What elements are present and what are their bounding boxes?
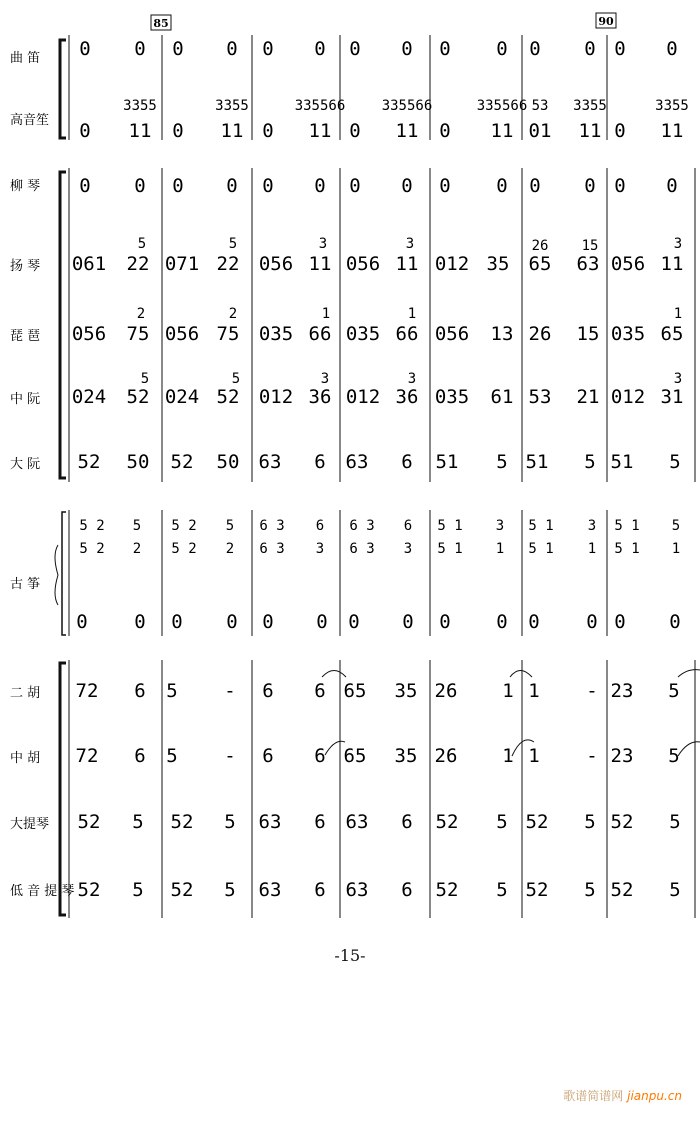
beat-cell: 0: [439, 38, 451, 60]
row-qudi: [79, 38, 677, 60]
upper-note: 1: [673, 306, 683, 322]
beat-cell: 52: [525, 879, 549, 901]
beat-cell: 6: [134, 680, 146, 702]
beat-cell: 11: [308, 253, 332, 275]
beat-cell: 50: [126, 451, 150, 473]
beat-cell: 75: [216, 323, 240, 345]
beat-cell: 035: [610, 323, 646, 345]
beat-cell: 1: [528, 680, 540, 702]
bracket-guzheng: [62, 512, 66, 635]
beat-cell: 0: [401, 175, 413, 197]
beat-cell: 15: [576, 323, 600, 345]
beat-cell: 50: [216, 451, 240, 473]
tie-arc: [325, 741, 345, 755]
beat-cell: 0: [262, 38, 274, 60]
beat-cell: 11: [308, 120, 332, 142]
beat-cell: 5: [224, 811, 236, 833]
beat-cell: 056: [434, 323, 470, 345]
upper-note: 2: [136, 306, 146, 322]
beat-cell: 63: [345, 451, 369, 473]
beat-cell: 5: [668, 680, 680, 702]
beat-cell: 5: [224, 879, 236, 901]
beat-cell: 0: [134, 38, 146, 60]
beat-cell: 11: [395, 253, 419, 275]
instrument-name: 琵 琶: [10, 329, 41, 344]
chord-stack: 3355: [655, 98, 689, 114]
beat-cell: 35: [394, 680, 418, 702]
beat-cell: 52: [170, 879, 194, 901]
beat-cell: 035: [345, 323, 381, 345]
beat-cell: 63: [258, 811, 282, 833]
beat-cell: 36: [308, 386, 332, 408]
beat-cell: 11: [578, 120, 602, 142]
instrument-name: 高音笙: [10, 113, 50, 128]
beat-cell: 11: [660, 253, 684, 275]
beat-cell: 0: [586, 611, 598, 633]
instrument-name: 中 胡: [10, 751, 41, 766]
tie-arc: [322, 671, 346, 678]
beat-cell: 11: [395, 120, 419, 142]
beat-cell: 6: [314, 745, 326, 767]
instrument-name: 大提琴: [10, 817, 50, 832]
beat-cell: 51: [435, 451, 459, 473]
beat-cell: 52: [435, 879, 459, 901]
beat-cell: 0: [349, 38, 361, 60]
beat-cell: 65: [343, 745, 367, 767]
beat-cell: 26: [528, 323, 552, 345]
row-datiqin: [78, 811, 681, 833]
page-number: -15-: [334, 946, 366, 965]
instrument-name: 低 音 提 琴: [10, 884, 75, 899]
chord-stack: 3355: [215, 98, 249, 114]
beat-cell: 52: [216, 386, 240, 408]
beat-cell: 5: [132, 879, 144, 901]
beat-cell: 6: [314, 879, 326, 901]
instrument-name: 大 阮: [10, 457, 41, 472]
upper-note: 3: [673, 236, 683, 252]
beat-cell: 5: [584, 811, 596, 833]
row-liuqin: [79, 175, 677, 197]
beat-cell: 0: [79, 175, 91, 197]
beat-cell: 5: [584, 451, 596, 473]
beat-cell: 0: [439, 611, 451, 633]
beat-cell: 0: [401, 38, 413, 60]
beat-cell: 52: [77, 451, 101, 473]
tie-arc: [510, 671, 532, 678]
measure-marker-label: 85: [153, 17, 169, 30]
beat-cell: 65: [528, 253, 552, 275]
beat-cell: 26: [434, 680, 458, 702]
beat-cell: 0: [172, 120, 184, 142]
upper-note: 3: [405, 236, 415, 252]
upper-note: 1: [587, 541, 597, 557]
beat-cell: 5: [584, 879, 596, 901]
beat-cell: 1: [528, 745, 540, 767]
row-gaoyinsheng-chords: [123, 98, 689, 114]
beat-cell: 53: [528, 386, 552, 408]
row-guzheng: [76, 518, 680, 633]
row-yangqin: [72, 236, 684, 275]
beat-cell: 5: [668, 745, 680, 767]
beat-cell: 012: [258, 386, 294, 408]
beat-cell: 52: [126, 386, 150, 408]
beat-cell: 6: [314, 680, 326, 702]
beat-cell: 5: [132, 811, 144, 833]
upper-note: 5 1: [528, 541, 554, 557]
beat-cell: 056: [345, 253, 381, 275]
beat-cell: 5: [496, 451, 508, 473]
row-zhongruan: [72, 371, 684, 408]
upper-note: 6: [403, 518, 413, 534]
beat-cell: 63: [258, 879, 282, 901]
beat-cell: 22: [216, 253, 240, 275]
beat-cell: 11: [128, 120, 152, 142]
group-brackets: [55, 40, 66, 915]
beat-cell: 0: [262, 611, 274, 633]
beat-cell: 61: [490, 386, 514, 408]
beat-cell: 0: [316, 611, 328, 633]
beat-cell: 52: [77, 811, 101, 833]
beat-cell: 0: [584, 175, 596, 197]
chord-stack: 3355: [573, 98, 607, 114]
beat-cell: 72: [75, 745, 99, 767]
beat-cell: 13: [490, 323, 514, 345]
upper-note: 6 3: [259, 518, 285, 534]
measure-marker-label: 90: [598, 15, 614, 28]
beat-cell: 66: [308, 323, 332, 345]
beat-cell: 52: [77, 879, 101, 901]
beat-cell: 6: [134, 745, 146, 767]
beat-cell: 0: [439, 120, 451, 142]
upper-note: 5: [228, 236, 238, 252]
instrument-name: 曲 笛: [10, 51, 41, 66]
beat-cell: 6: [262, 745, 274, 767]
instrument-name: 二 胡: [10, 686, 41, 701]
beat-cell: 0: [314, 175, 326, 197]
watermark-site-name: 歌谱简谱网: [563, 1089, 624, 1103]
beat-cell: 0: [402, 611, 414, 633]
upper-note: 6: [315, 518, 325, 534]
beat-cell: 0: [666, 175, 678, 197]
beat-cell: 035: [434, 386, 470, 408]
beat-cell: 0: [614, 38, 626, 60]
beat-cell: 0: [262, 175, 274, 197]
beat-cell: 0: [496, 38, 508, 60]
beat-cell: 36: [395, 386, 419, 408]
beat-cell: 0: [134, 175, 146, 197]
beat-cell: 65: [343, 680, 367, 702]
bracket-plucked: [60, 172, 66, 478]
bracket-bowed: [60, 663, 66, 915]
beat-cell: 52: [170, 811, 194, 833]
beat-cell: 52: [525, 811, 549, 833]
beat-cell: 0: [614, 120, 626, 142]
row-diyintiqin: [78, 879, 681, 901]
beat-cell: 6: [401, 811, 413, 833]
upper-note: 2: [132, 541, 142, 557]
upper-note: 5 1: [614, 541, 640, 557]
upper-note: 15: [581, 238, 599, 254]
upper-note: 5: [140, 371, 150, 387]
beat-cell: 11: [490, 120, 514, 142]
watermark-domain: jianpu.cn: [627, 1089, 682, 1103]
beat-cell: 0: [669, 611, 681, 633]
chord-stack: 3355: [123, 98, 157, 114]
beat-cell: 0: [79, 120, 91, 142]
beat-cell: 52: [170, 451, 194, 473]
upper-note: 3: [407, 371, 417, 387]
beat-cell: 0: [226, 38, 238, 60]
beat-cell: 1: [502, 680, 514, 702]
row-gaoyinsheng: [79, 120, 683, 142]
beat-cell: 52: [435, 811, 459, 833]
brace-guzheng: [55, 545, 58, 605]
beat-cell: 23: [610, 745, 634, 767]
beat-cell: -: [586, 745, 598, 767]
beat-cell: 024: [164, 386, 200, 408]
upper-note: 5 1: [437, 518, 463, 534]
upper-note: 5 1: [437, 541, 463, 557]
beat-cell: 0: [349, 120, 361, 142]
beat-cell: 01: [528, 120, 552, 142]
beat-cell: 056: [258, 253, 294, 275]
beat-cell: 11: [220, 120, 244, 142]
bracket-winds: [60, 40, 66, 138]
beat-cell: 26: [434, 745, 458, 767]
beat-cell: 5: [166, 680, 178, 702]
beat-cell: 5: [669, 811, 681, 833]
beat-cell: 22: [126, 253, 150, 275]
beat-cell: 0: [349, 175, 361, 197]
beat-cell: 0: [226, 175, 238, 197]
row-zhonghu: [76, 740, 700, 767]
row-pipa: [72, 306, 684, 345]
upper-note: 3: [315, 541, 325, 557]
upper-note: 1: [407, 306, 417, 322]
beat-cell: 0: [439, 175, 451, 197]
beat-cell: 51: [610, 451, 634, 473]
beat-cell: 52: [610, 811, 634, 833]
beat-cell: 5: [669, 879, 681, 901]
upper-note: 5 2: [79, 541, 105, 557]
beat-cell: -: [224, 745, 236, 767]
upper-note: 6 3: [259, 541, 285, 557]
instrument-names: [10, 51, 74, 899]
beat-cell: 0: [584, 38, 596, 60]
beat-cell: 0: [666, 38, 678, 60]
upper-note: 26: [531, 238, 549, 254]
instrument-name: 扬 琴: [10, 259, 41, 274]
beat-cell: 0: [348, 611, 360, 633]
beat-cell: 5: [496, 811, 508, 833]
beat-cell: 63: [345, 879, 369, 901]
beat-cell: 0: [134, 611, 146, 633]
beat-cell: 6: [401, 879, 413, 901]
beat-cell: 65: [660, 323, 684, 345]
upper-note: 5 1: [614, 518, 640, 534]
instrument-name: 柳 琴: [10, 179, 41, 194]
beat-cell: -: [224, 680, 236, 702]
beat-cell: -: [586, 680, 598, 702]
beat-cell: 0: [529, 175, 541, 197]
beat-cell: 5: [669, 451, 681, 473]
beat-cell: 0: [171, 611, 183, 633]
upper-note: 5 2: [171, 518, 197, 534]
beat-cell: 012: [434, 253, 470, 275]
chord-stack: 335566: [381, 98, 433, 114]
beat-cell: 0: [496, 175, 508, 197]
upper-note: 5: [231, 371, 241, 387]
upper-note: 3: [673, 371, 683, 387]
beat-cell: 23: [610, 680, 634, 702]
beat-cell: 63: [345, 811, 369, 833]
upper-note: 3: [403, 541, 413, 557]
beat-cell: 63: [258, 451, 282, 473]
chord-stack: 53: [531, 98, 549, 114]
beat-cell: 0: [172, 175, 184, 197]
beat-cell: 1: [502, 745, 514, 767]
beat-cell: 6: [401, 451, 413, 473]
upper-note: 1: [495, 541, 505, 557]
beat-cell: 0: [614, 611, 626, 633]
upper-note: 3: [587, 518, 597, 534]
beat-cell: 012: [345, 386, 381, 408]
beat-cell: 056: [610, 253, 646, 275]
beat-cell: 0: [529, 38, 541, 60]
beat-cell: 75: [126, 323, 150, 345]
beat-cell: 0: [614, 175, 626, 197]
instrument-name: 古 筝: [10, 577, 41, 592]
beat-cell: 0: [226, 611, 238, 633]
beat-cell: 012: [610, 386, 646, 408]
beat-cell: 11: [660, 120, 684, 142]
upper-note: 2: [228, 306, 238, 322]
beat-cell: 0: [172, 38, 184, 60]
upper-note: 1: [671, 541, 681, 557]
bar-lines: [69, 35, 695, 918]
beat-cell: 0: [262, 120, 274, 142]
beat-cell: 056: [71, 323, 107, 345]
upper-note: 5 2: [79, 518, 105, 534]
beat-cell: 21: [576, 386, 600, 408]
upper-note: 5: [137, 236, 147, 252]
upper-note: 3: [320, 371, 330, 387]
beat-cell: 024: [71, 386, 107, 408]
watermark: [563, 1087, 682, 1104]
upper-note: 5: [671, 518, 681, 534]
upper-note: 6 3: [349, 541, 375, 557]
beat-cell: 6: [314, 811, 326, 833]
beat-cell: 0: [528, 611, 540, 633]
beat-cell: 66: [395, 323, 419, 345]
upper-note: 3: [318, 236, 328, 252]
upper-note: 2: [225, 541, 235, 557]
beat-cell: 31: [660, 386, 684, 408]
beat-cell: 0: [79, 38, 91, 60]
upper-note: 6 3: [349, 518, 375, 534]
row-daruan: [78, 451, 681, 473]
upper-note: 5: [225, 518, 235, 534]
beat-cell: 6: [314, 451, 326, 473]
beat-cell: 071: [164, 253, 200, 275]
beat-cell: 061: [71, 253, 107, 275]
upper-note: 5 2: [171, 541, 197, 557]
beat-cell: 035: [258, 323, 294, 345]
instrument-name: 中 阮: [10, 392, 41, 407]
beat-cell: 6: [262, 680, 274, 702]
beat-cell: 0: [496, 611, 508, 633]
upper-note: 1: [321, 306, 331, 322]
beat-cell: 51: [525, 451, 549, 473]
beat-cell: 0: [76, 611, 88, 633]
beat-cell: 72: [75, 680, 99, 702]
tie-arc: [678, 742, 700, 756]
measure-markers: [151, 13, 616, 30]
chord-stack: 335566: [476, 98, 528, 114]
row-erhu: [76, 670, 700, 702]
upper-note: 5 1: [528, 518, 554, 534]
beat-cell: 5: [496, 879, 508, 901]
beat-cell: 63: [576, 253, 600, 275]
beat-cell: 35: [486, 253, 510, 275]
beat-cell: 35: [394, 745, 418, 767]
beat-cell: 5: [166, 745, 178, 767]
beat-cell: 0: [314, 38, 326, 60]
chord-stack: 335566: [294, 98, 346, 114]
upper-note: 3: [495, 518, 505, 534]
tie-arc: [678, 670, 700, 677]
beat-cell: 52: [610, 879, 634, 901]
beat-cell: 056: [164, 323, 200, 345]
upper-note: 5: [132, 518, 142, 534]
